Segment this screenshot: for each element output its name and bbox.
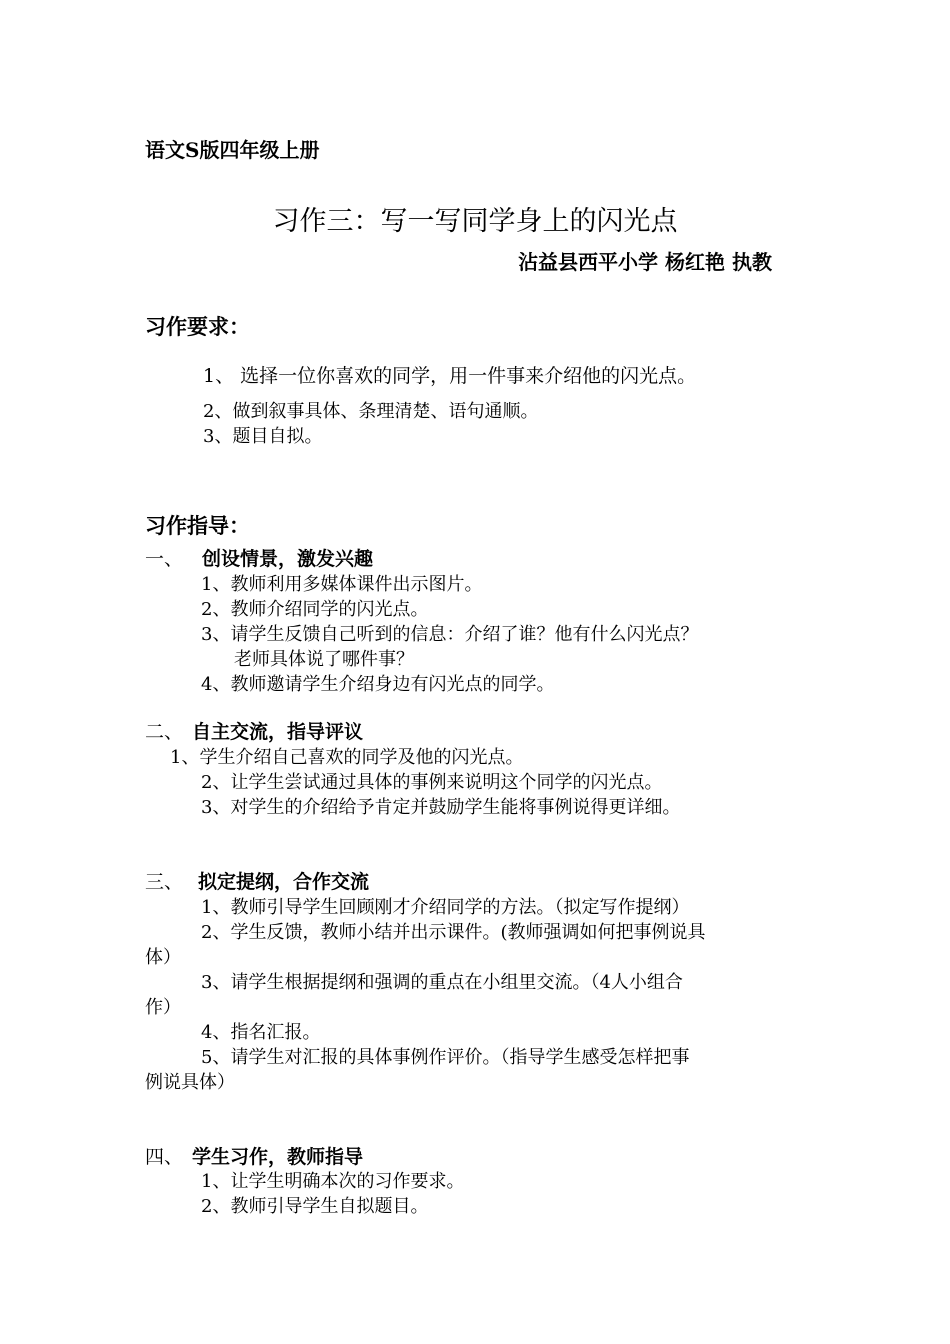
requirement-item: 2、做到叙事具体、条理清楚、语句通顺。 <box>203 401 539 422</box>
section-heading <box>145 1148 363 1167</box>
section-line: 体） <box>145 947 181 968</box>
author-line: 沾益县西平小学 杨红艳 执教 <box>518 250 772 274</box>
section-line: 3、请学生根据提纲和强调的重点在小组里交流。（4人小组合 <box>201 972 683 993</box>
requirements-heading: 习作要求： <box>145 314 250 339</box>
section-title: 学生习作，教师指导 <box>192 1146 364 1168</box>
section-line: 3、对学生的介绍给予肯定并鼓励学生能将事例说得更详细。 <box>201 797 681 818</box>
section-number: 四、 <box>145 1146 184 1168</box>
section-number: 一、 <box>145 548 184 570</box>
section-line: 1、教师利用多媒体课件出示图片。 <box>201 574 483 595</box>
section-line: 1、教师引导学生回顾刚才介绍同学的方法。（拟定写作提纲） <box>201 897 690 918</box>
section-heading <box>145 723 363 742</box>
section-line: 4、教师邀请学生介绍身边有闪光点的同学。 <box>201 674 555 695</box>
requirement-item: 1、 选择一位你喜欢的同学，用一件事来介绍他的闪光点。 <box>203 365 697 387</box>
section-number: 二、 <box>145 721 184 743</box>
guidance-heading: 习作指导： <box>145 513 250 538</box>
section-title: 创设情景，激发兴趣 <box>202 548 374 570</box>
requirement-item: 3、题目自拟。 <box>203 426 323 447</box>
section-line: 4、指名汇报。 <box>201 1022 321 1043</box>
section-heading <box>145 873 369 892</box>
section-line: 1、让学生明确本次的习作要求。 <box>201 1171 465 1192</box>
section-title: 自主交流，指导评议 <box>192 721 364 743</box>
section-line: 2、让学生尝试通过具体的事例来说明这个同学的闪光点。 <box>201 772 663 793</box>
section-line: 3、请学生反馈自己听到的信息：介绍了谁？他有什么闪光点？ <box>201 624 699 645</box>
section-line: 例说具体） <box>145 1072 235 1093</box>
section-line: 1、学生介绍自己喜欢的同学及他的闪光点。 <box>170 747 524 768</box>
section-line: 2、学生反馈，教师小结并出示课件。(教师强调如何把事例说具 <box>201 922 706 943</box>
section-heading <box>145 550 373 569</box>
section-line: 2、教师介绍同学的闪光点。 <box>201 599 429 620</box>
grade-label: 语文S版四年级上册 <box>145 138 320 162</box>
section-line: 5、请学生对汇报的具体事例作评价。（指导学生感受怎样把事 <box>201 1047 690 1068</box>
page-title: 习作三：写一写同学身上的闪光点 <box>272 206 678 237</box>
section-line: 作） <box>145 997 181 1018</box>
section-number: 三、 <box>145 871 184 893</box>
section-line: 2、教师引导学生自拟题目。 <box>201 1196 429 1217</box>
section-title: 拟定提纲，合作交流 <box>198 871 370 893</box>
section-line: 老师具体说了哪件事？ <box>234 649 414 670</box>
